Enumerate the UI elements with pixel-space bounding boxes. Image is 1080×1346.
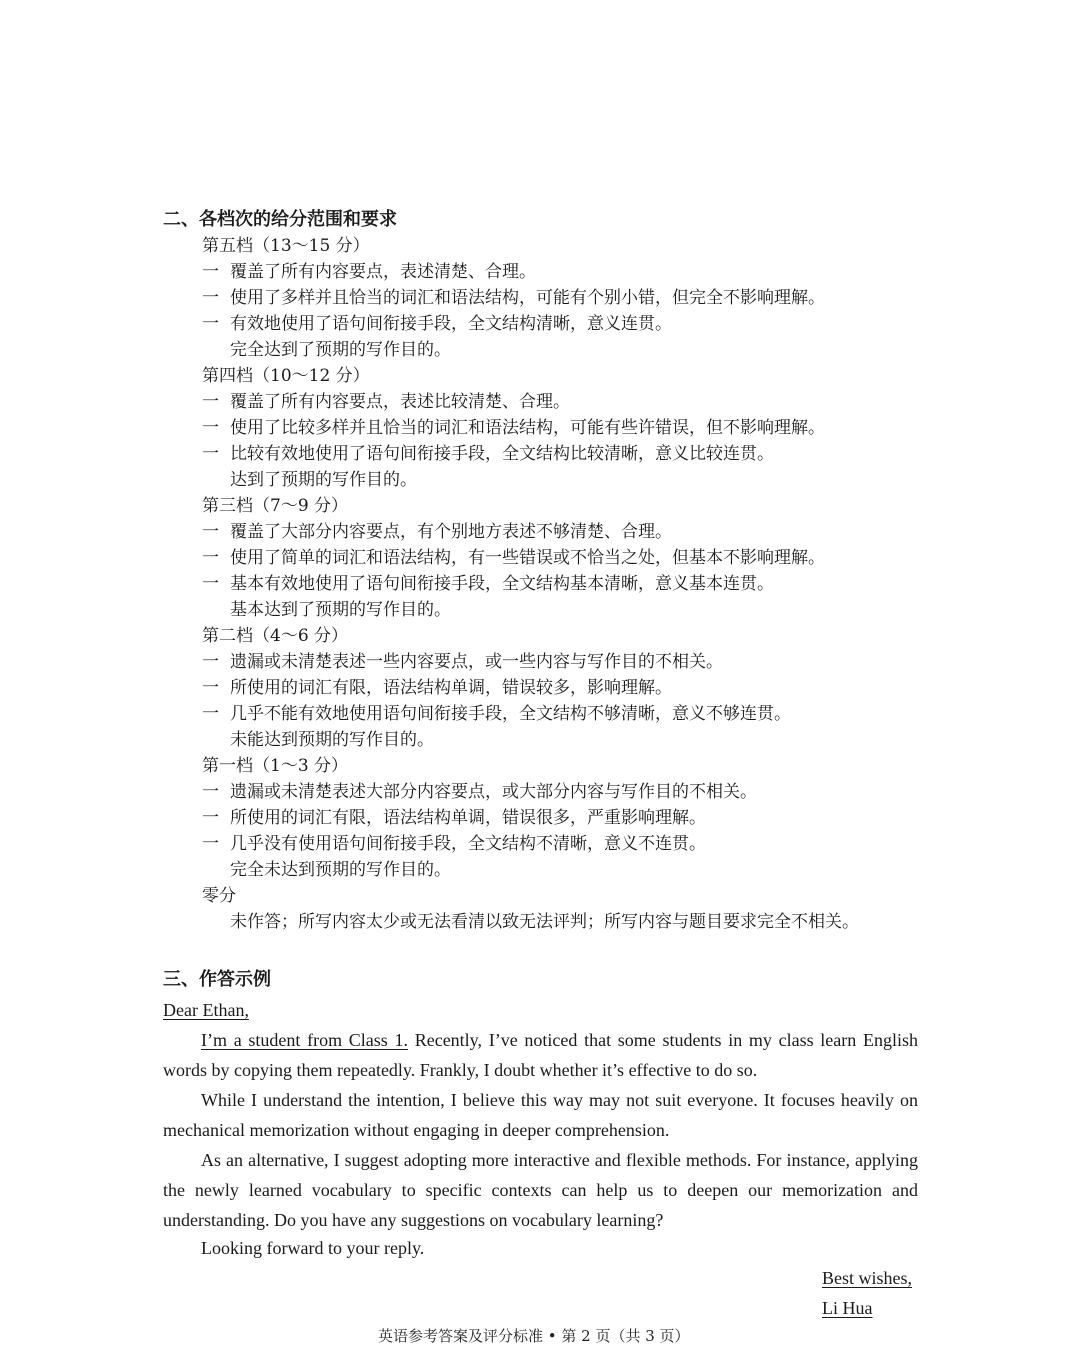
letter-paragraph-3: As an alternative, I suggest adopting more interactive and flexible methods. For instance, applying the newly learned vocabulary to specific contexts can help us to deepen our memorization and understanding. Do you have any suggestions on vocabulary learning? [163, 1150, 918, 1230]
letter-paragraph-4: Looking forward to your reply. [201, 1238, 425, 1258]
bullet-dash: 一 [202, 314, 219, 334]
tier-5-bullet-2 [202, 285, 825, 311]
tier-1-note: 完全未达到预期的写作目的。 [230, 860, 451, 880]
underlined-sentence: I’m a student from Class 1. [201, 1030, 408, 1050]
bullet-text: 覆盖了所有内容要点，表述比较清楚、合理。 [230, 392, 570, 412]
bullet-text: 所使用的词汇有限，语法结构单调，错误较多，影响理解。 [230, 678, 672, 698]
letter-salutation: Dear Ethan, [163, 1000, 249, 1020]
bullet-text: 几乎不能有效地使用语句间衔接手段，全文结构不够清晰，意义不够连贯。 [230, 704, 791, 724]
tier-2-bullet-2 [202, 675, 672, 701]
tier-3-heading: 第三档（7～9 分） [202, 496, 349, 516]
bullet-text: 遗漏或未清楚表述一些内容要点，或一些内容与写作目的不相关。 [230, 652, 723, 672]
bullet-text: 比较有效地使用了语句间衔接手段，全文结构比较清晰，意义比较连贯。 [230, 444, 774, 464]
tier-5-note: 完全达到了预期的写作目的。 [230, 340, 451, 360]
bullet-dash: 一 [202, 418, 219, 438]
bullet-dash: 一 [202, 262, 219, 282]
letter-signature: Li Hua [822, 1298, 873, 1318]
tier-1-heading: 第一档（1～3 分） [202, 756, 349, 776]
tier-4-bullet-3 [202, 441, 774, 467]
tier-2-bullet-3 [202, 701, 791, 727]
bullet-text: 遗漏或未清楚表述大部分内容要点，或大部分内容与写作目的不相关。 [230, 782, 757, 802]
bullet-dash: 一 [202, 834, 219, 854]
tier-5-bullet-3 [202, 311, 672, 337]
bullet-text: 所使用的词汇有限，语法结构单调，错误很多，严重影响理解。 [230, 808, 706, 828]
tier-4-note: 达到了预期的写作目的。 [230, 470, 417, 490]
paragraph-1-text: Recently, I’ve noticed that some students in my class learn English words by copying them repeatedly. Frankly, I doubt whether it’s effective to do so. [163, 1030, 918, 1080]
bullet-dash: 一 [202, 522, 219, 542]
zero-score-heading: 零分 [202, 886, 236, 906]
letter-paragraph-1 [163, 1025, 918, 1085]
bullet-dash: 一 [202, 288, 219, 308]
bullet-text: 覆盖了大部分内容要点，有个别地方表述不够清楚、合理。 [230, 522, 672, 542]
bullet-dash: 一 [202, 392, 219, 412]
bullet-dash: 一 [202, 782, 219, 802]
bullet-text: 使用了比较多样并且恰当的词汇和语法结构，可能有些许错误，但不影响理解。 [230, 418, 825, 438]
tier-3-note: 基本达到了预期的写作目的。 [230, 600, 451, 620]
zero-score-note: 未作答；所写内容太少或无法看清以致无法评判；所写内容与题目要求完全不相关。 [230, 912, 859, 932]
bullet-text: 使用了多样并且恰当的词汇和语法结构，可能有个别小错，但完全不影响理解。 [230, 288, 825, 308]
tier-1-bullet-3 [202, 831, 706, 857]
tier-3-bullet-2 [202, 545, 825, 571]
tier-2-note: 未能达到预期的写作目的。 [230, 730, 434, 750]
tier-2-heading: 第二档（4～6 分） [202, 626, 349, 646]
bullet-text: 使用了简单的词汇和语法结构，有一些错误或不恰当之处，但基本不影响理解。 [230, 548, 825, 568]
bullet-dash: 一 [202, 808, 219, 828]
bullet-text: 有效地使用了语句间衔接手段，全文结构清晰，意义连贯。 [230, 314, 672, 334]
tier-3-bullet-3 [202, 571, 774, 597]
letter-closing: Best wishes, [822, 1268, 912, 1288]
tier-5-heading: 第五档（13～15 分） [202, 236, 370, 256]
tier-4-heading: 第四档（10～12 分） [202, 366, 370, 386]
bullet-dash: 一 [202, 652, 219, 672]
page-footer: 英语参考答案及评分标准 • 第 2 页（共 3 页） [378, 1327, 690, 1345]
tier-1-bullet-2 [202, 805, 706, 831]
tier-5-bullet-1 [202, 259, 536, 285]
bullet-text: 覆盖了所有内容要点，表述清楚、合理。 [230, 262, 536, 282]
tier-3-bullet-1 [202, 519, 672, 545]
bullet-text: 几乎没有使用语句间衔接手段，全文结构不清晰，意义不连贯。 [230, 834, 706, 854]
bullet-dash: 一 [202, 548, 219, 568]
bullet-dash: 一 [202, 678, 219, 698]
tier-4-bullet-1 [202, 389, 570, 415]
section-3-title: 三、作答示例 [163, 969, 271, 990]
bullet-dash: 一 [202, 704, 219, 724]
tier-1-bullet-1 [202, 779, 757, 805]
section-2-title: 二、各档次的给分范围和要求 [163, 209, 397, 230]
bullet-text: 基本有效地使用了语句间衔接手段，全文结构基本清晰，意义基本连贯。 [230, 574, 774, 594]
bullet-dash: 一 [202, 444, 219, 464]
tier-2-bullet-1 [202, 649, 723, 675]
tier-4-bullet-2 [202, 415, 825, 441]
letter-paragraph-2: While I understand the intention, I believe this way may not suit everyone. It focuses heavily on mechanical memorization without engaging in deeper comprehension. [163, 1090, 918, 1140]
bullet-dash: 一 [202, 574, 219, 594]
